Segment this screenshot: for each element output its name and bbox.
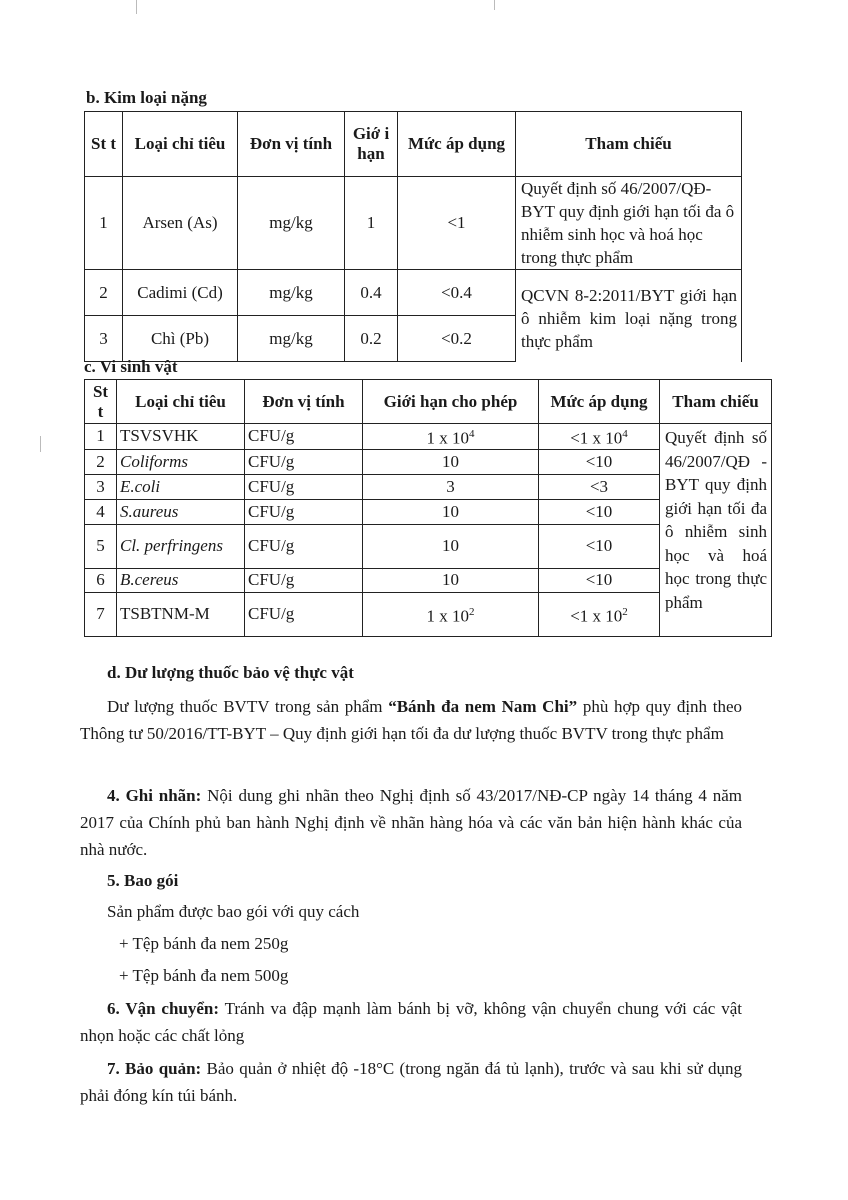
cell-apply: <1 <box>398 177 516 270</box>
cell-unit: CFU/g <box>245 499 363 524</box>
cell-name: TSBTNM-M <box>117 592 245 636</box>
cell-stt: 2 <box>85 270 123 316</box>
cell-limit: 10 <box>363 499 539 524</box>
scan-mark <box>494 0 495 10</box>
cell-stt: 3 <box>85 474 117 499</box>
section-4-label: 4. Ghi nhãn: <box>107 786 202 805</box>
cell-apply: <10 <box>539 499 660 524</box>
cell-apply: <10 <box>539 568 660 592</box>
cell-stt: 1 <box>85 424 117 450</box>
col-header-reference: Tham chiếu <box>660 380 772 424</box>
section-d-title: d. Dư lượng thuốc bảo vệ thực vật <box>107 663 354 682</box>
cell-unit: mg/kg <box>238 270 345 316</box>
cell-apply: <3 <box>539 474 660 499</box>
cell-limit: 3 <box>363 474 539 499</box>
col-header-apply: Mức áp dụng <box>398 112 516 177</box>
col-header-limit: Giới hạn cho phép <box>363 380 539 424</box>
cell-apply: <0.2 <box>398 316 516 362</box>
section-4-text: 4. Ghi nhãn: Nội dung ghi nhãn theo Nghị định số 43/2017/NĐ-CP ngày 14 tháng 4 năm 2017 của Chính phủ ban hành Nghị định về nhãn hàng hóa và các văn bản hiện hành khác của nhà nước. <box>80 786 742 859</box>
col-header-unit: Đơn vị tính <box>245 380 363 424</box>
section-7-label: 7. Bảo quản: <box>107 1059 202 1078</box>
cell-stt: 6 <box>85 568 117 592</box>
cell-limit: 0.4 <box>345 270 398 316</box>
col-header-stt: St t <box>85 380 117 424</box>
cell-stt: 4 <box>85 499 117 524</box>
col-header-stt: St t <box>85 112 123 177</box>
cell-reference: Quyết định số 46/2007/QĐ -BYT quy định giới hạn tối đa ô nhiễm sinh học và hoá học trong thực phẩm <box>660 424 772 637</box>
cell-unit: mg/kg <box>238 316 345 362</box>
table-row <box>85 270 742 316</box>
cell-name: S.aureus <box>117 499 245 524</box>
scan-mark <box>40 436 41 452</box>
microorganism-table <box>84 379 772 637</box>
cell-unit: CFU/g <box>245 524 363 568</box>
cell-limit: 1 x $10^4$ <box>363 424 539 450</box>
cell-reference: Quyết định số 46/2007/QĐ-BYT quy định giới hạn tối đa ô nhiễm sinh học và hoá học trong thực phẩm <box>516 177 742 270</box>
section-7-text: 7. Bảo quản: Bảo quản ở nhiệt độ -18°C (trong ngăn đá tủ lạnh), trước và sau khi sử dụng phải đóng kín túi bánh. <box>80 1059 742 1105</box>
cell-unit: CFU/g <box>245 424 363 450</box>
col-header-name: Loại chỉ tiêu <box>117 380 245 424</box>
cell-limit: 1 x $10^2$ <box>363 592 539 636</box>
list-item: + Tệp bánh đa nem 500g <box>119 966 289 985</box>
cell-stt: 3 <box>85 316 123 362</box>
list-item: + Tệp bánh đa nem 250g <box>119 934 289 953</box>
cell-name: TSVSVHK <box>117 424 245 450</box>
section-b-title: b. Kim loại nặng <box>86 88 207 107</box>
cell-stt: 7 <box>85 592 117 636</box>
col-header-limit: Giớ i hạn <box>345 112 398 177</box>
section-6-label: 6. Vận chuyển: <box>107 999 220 1018</box>
cell-unit: CFU/g <box>245 568 363 592</box>
cell-limit: 0.2 <box>345 316 398 362</box>
cell-stt: 5 <box>85 524 117 568</box>
cell-apply: <0.4 <box>398 270 516 316</box>
section-6-text: 6. Vận chuyển: Tránh va đập mạnh làm bánh bị vỡ, không vận chuyển chung với các vật nhọn hoặc các chất lỏng <box>80 999 742 1045</box>
cell-limit: 10 <box>363 524 539 568</box>
col-header-apply: Mức áp dụng <box>539 380 660 424</box>
cell-name: Coliforms <box>117 449 245 474</box>
table-row <box>85 177 742 270</box>
col-header-unit: Đơn vị tính <box>238 112 345 177</box>
cell-limit: 10 <box>363 449 539 474</box>
cell-name: Chì (Pb) <box>123 316 238 362</box>
cell-apply: <10 <box>539 524 660 568</box>
section-c-title: c. Vi sinh vật <box>84 357 178 376</box>
cell-unit: mg/kg <box>238 177 345 270</box>
cell-apply: <1 x $10^2$ <box>539 592 660 636</box>
col-header-name: Loại chỉ tiêu <box>123 112 238 177</box>
cell-apply: <10 <box>539 449 660 474</box>
cell-name: Arsen (As) <box>123 177 238 270</box>
heavy-metals-table <box>84 111 742 362</box>
cell-name: E.coli <box>117 474 245 499</box>
section-5-title: 5. Bao gói <box>107 871 179 890</box>
scan-mark <box>136 0 137 14</box>
cell-apply: <1 x $10^4$ <box>539 424 660 450</box>
product-name: “Bánh đa nem Nam Chi” <box>388 697 578 716</box>
cell-name: B.cereus <box>117 568 245 592</box>
section-5-intro: Sản phẩm được bao gói với quy cách <box>107 902 360 921</box>
cell-stt: 2 <box>85 449 117 474</box>
cell-name: Cadimi (Cd) <box>123 270 238 316</box>
cell-name: Cl. perfringens <box>117 524 245 568</box>
cell-reference: QCVN 8-2:2011/BYT giới hạn ô nhiễm kim loại nặng trong thực phẩm <box>516 270 742 362</box>
section-d-text: Dư lượng thuốc BVTV trong sản phẩm “Bánh đa nem Nam Chi” phù hợp quy định theo Thông tư 50/2016/TT-BYT – Quy định giới hạn tối đa dư lượng thuốc BVTV trong thực phẩm <box>80 697 742 743</box>
cell-unit: CFU/g <box>245 474 363 499</box>
cell-limit: 10 <box>363 568 539 592</box>
col-header-reference: Tham chiếu <box>516 112 742 177</box>
cell-stt: 1 <box>85 177 123 270</box>
cell-unit: CFU/g <box>245 449 363 474</box>
table-row <box>85 424 772 450</box>
cell-limit: 1 <box>345 177 398 270</box>
cell-unit: CFU/g <box>245 592 363 636</box>
